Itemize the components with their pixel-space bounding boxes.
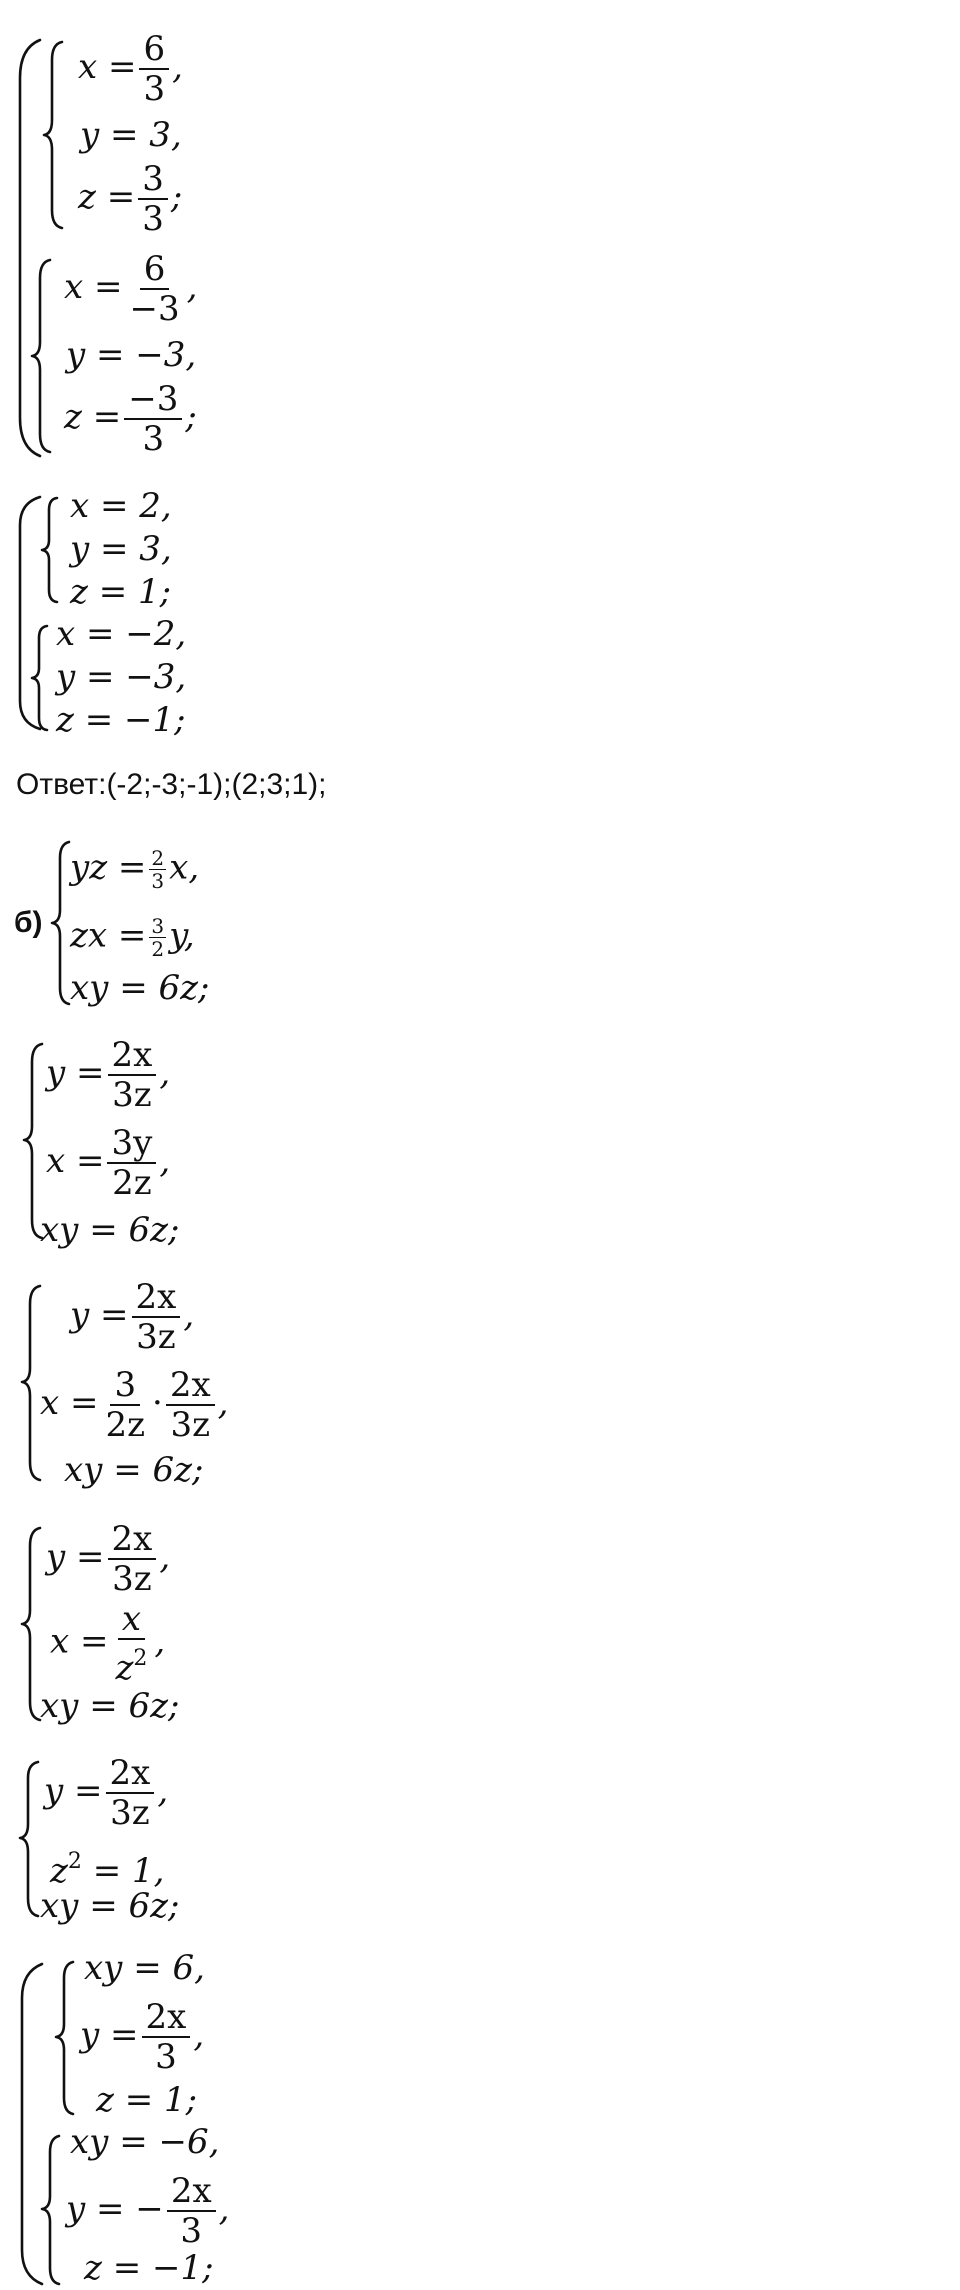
system-brace — [54, 1960, 76, 2116]
eq-y: y = $\frac{2x}{3z}$ , — [44, 1753, 169, 1833]
eq-x: x = $\frac{x}{z^2}$ , — [50, 1599, 166, 1688]
eq-line: z = 1; — [70, 572, 172, 612]
eq-x: x = $\frac{3}{2z}$ · $\frac{2x}{3z}$ , — [40, 1365, 229, 1445]
answer-text: Ответ:(-2;-3;-1);(2;3;1); — [16, 768, 327, 801]
denominator: 3 — [143, 69, 166, 109]
eq-x: x = $\frac{6}{3}$ , — [78, 29, 183, 109]
eq-xy: xy = 6z; — [40, 1886, 180, 1926]
eq-x: x = $\frac{6}{-3}$ , — [64, 249, 198, 329]
eq-xy: xy = −6, — [70, 2122, 220, 2162]
eq-line: z = −1; — [56, 700, 186, 740]
eq-y: y = $\frac{2x}{3}$ , — [80, 1997, 205, 2077]
eq-xy: xy = 6z; — [40, 1686, 180, 1726]
eq-x: x = $\frac{3y}{2z}$ , — [46, 1123, 171, 1203]
eq-line: yz = $\frac{2}{3}$ x, — [70, 846, 200, 893]
system-brace — [30, 624, 50, 732]
eq-line: y = −3, — [56, 657, 187, 697]
eq-z: z = −1; — [84, 2248, 214, 2288]
eq-line: x = −2, — [56, 614, 187, 654]
eq-xy: xy = 6z; — [40, 1210, 180, 1250]
eq-line: zx = $\frac{3}{2}$ y, — [70, 914, 195, 961]
eq-z: z = 1; — [96, 2080, 198, 2120]
numerator: 6 — [139, 30, 169, 70]
system-brace — [30, 258, 54, 454]
eq-xy: xy = 6, — [84, 1948, 205, 1988]
eq-z-squared: $z^2 = 1$, — [50, 1849, 165, 1891]
eq-y: y = $\frac{2x}{3z}$ , — [46, 1035, 171, 1115]
eq-y: y = $\frac{2x}{3z}$ , — [70, 1277, 195, 1357]
system-brace — [50, 840, 72, 1006]
eq-y: y = $\frac{2x}{3z}$ , — [46, 1519, 171, 1599]
system-brace — [18, 1760, 42, 1918]
eq-line: xy = 6z; — [70, 968, 210, 1008]
eq-z: z = $\frac{3}{3}$ ; — [78, 159, 183, 239]
system-brace — [40, 2134, 62, 2286]
eq-xy: xy = 6z; — [64, 1450, 204, 1490]
eq-line: y = 3, — [70, 529, 172, 569]
eq-y: y = 3, — [80, 115, 182, 155]
system-brace — [42, 40, 66, 230]
eq-z: z = $\frac{-3}{3}$ ; — [64, 379, 197, 459]
system-brace — [40, 496, 60, 604]
eq-y: y = −3, — [66, 335, 197, 375]
eq-y: y = − $\frac{2x}{3}$ , — [66, 2171, 230, 2251]
eq-line: x = 2, — [70, 486, 172, 526]
part-b-label: б) — [14, 906, 43, 939]
